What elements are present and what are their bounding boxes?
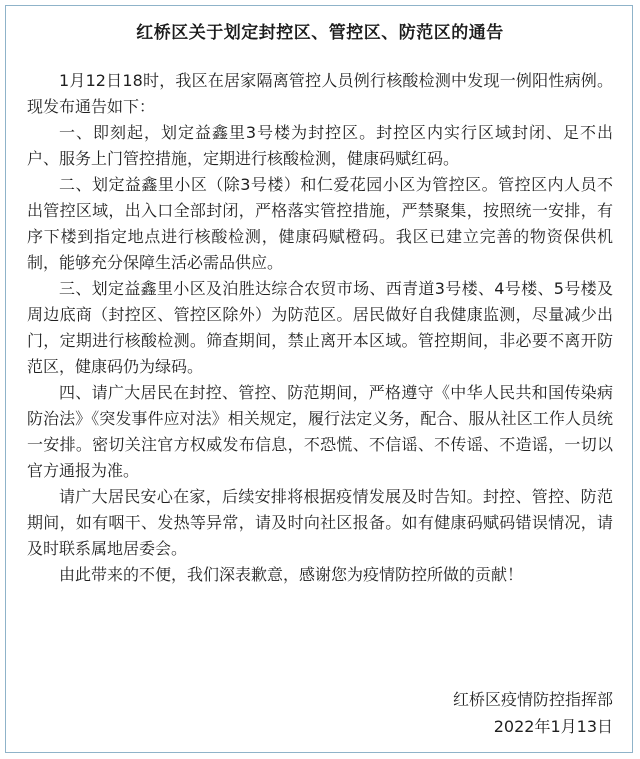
notice-paragraph-1: 一、即刻起，划定益鑫里3号楼为封控区。封控区内实行区域封闭、足不出户、服务上门管控措施，定期进行核酸检测，健康码赋红码。	[27, 123, 613, 168]
notice-paragraph-3: 三、划定益鑫里小区及泊胜达综合农贸市场、西青道3号楼、4号楼、5号楼及周边底商（封控区、管控区除外）为防范区。居民做好自我健康监测，尽量减少出门，定期进行核酸检测。筛查期间，禁止离开本区域。管控期间，非必要不离开防范区，健康码仍为绿码。	[27, 279, 613, 376]
notice-paragraph-apology: 由此带来的不便，我们深表歉意，感谢您为疫情防控所做的贡献！	[59, 565, 524, 584]
signature-block	[453, 686, 613, 740]
notice-paragraph-4: 四、请广大居民在封控、管控、防范期间，严格遵守《中华人民共和国传染病防治法》《突发事件应对法》相关规定，履行法定义务，配合、服从社区工作人员统一安排。密切关注官方权威发布信息，不恐慌、不信谣、不传谣、不造谣，一切以官方通报为准。	[27, 383, 613, 480]
notice-paragraph-2: 二、划定益鑫里小区（除3号楼）和仁爱花园小区为管控区。管控区内人员不出管控区域，出入口全部封闭，严格落实管控措施，严禁聚集，按照统一安排，有序下楼到指定地点进行核酸检测，健康码赋橙码。我区已建立完善的物资保供机制，能够充分保障生活必需品供应。	[27, 175, 613, 272]
notice-title: 红桥区关于划定封控区、管控区、防范区的通告	[136, 23, 504, 43]
notice-paragraph-intro: 1月12日18时，我区在居家隔离管控人员例行核酸检测中发现一例阳性病例。现发布通告如下：	[27, 71, 613, 116]
notice-paragraph-appeal: 请广大居民安心在家，后续安排将根据疫情发展及时告知。封控、管控、防范期间，如有咽干、发热等异常，请及时向社区报备。如有健康码赋码错误情况，请及时联系属地居委会。	[27, 487, 613, 558]
issue-date: 2022年1月13日	[493, 717, 613, 736]
issuer-name: 红桥区疫情防控指挥部	[452, 690, 613, 709]
notice-body	[27, 68, 613, 588]
